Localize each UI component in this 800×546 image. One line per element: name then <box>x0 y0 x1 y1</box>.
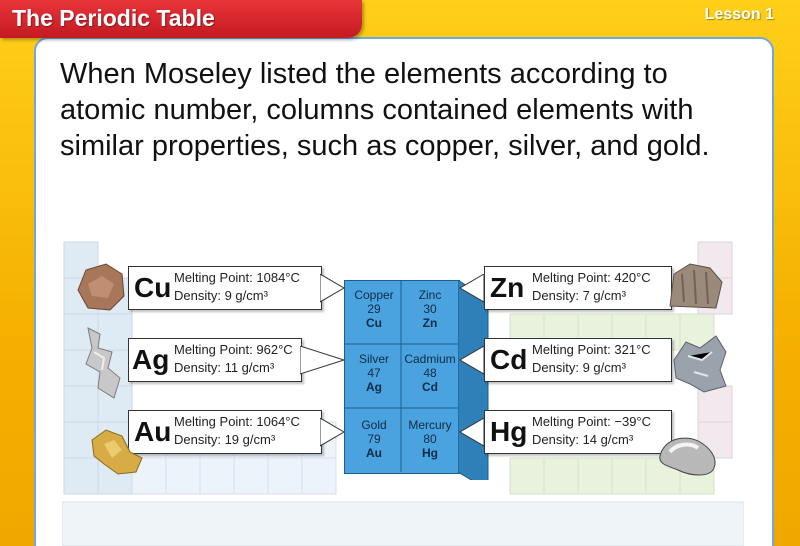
element-name: Mercury <box>408 418 452 432</box>
callout-symbol-zn: Zn <box>490 272 525 303</box>
melting-point-hg: Melting Point: −39°C <box>532 414 652 429</box>
callout-pointer <box>300 346 350 376</box>
lesson-label: Lesson 1 <box>704 6 774 23</box>
element-symbol: Zn <box>422 316 438 330</box>
atomic-number: 48 <box>423 366 437 380</box>
cadmium-sample-image <box>668 330 730 396</box>
atomic-number: 29 <box>367 302 381 316</box>
element-name: Cadmium <box>404 352 456 366</box>
element-symbol: Ag <box>366 380 382 394</box>
melting-point-zn: Melting Point: 420°C <box>532 270 651 285</box>
melting-point-cd: Melting Point: 321°C <box>532 342 651 357</box>
element-symbol: Hg <box>422 446 438 460</box>
callout-pointer <box>320 274 350 304</box>
element-name: Gold <box>361 418 387 432</box>
zinc-sample-image <box>666 260 724 312</box>
callout-symbol-cd: Cd <box>490 344 528 375</box>
atomic-number: 30 <box>423 302 437 316</box>
periodic-table-figure <box>62 230 744 546</box>
density-ag: Density: 11 g/cm³ <box>174 360 275 375</box>
copper-sample-image <box>72 260 128 314</box>
callout-pointer <box>320 418 350 448</box>
callout-symbol-au: Au <box>134 416 172 447</box>
atomic-number: 79 <box>367 432 381 446</box>
callout-symbol-hg: Hg <box>490 416 528 447</box>
density-cd: Density: 9 g/cm³ <box>532 360 626 375</box>
melting-point-au: Melting Point: 1064°C <box>174 414 300 429</box>
atomic-number: 47 <box>367 366 381 380</box>
density-cu: Density: 9 g/cm³ <box>174 288 268 303</box>
element-name: Copper <box>354 288 394 302</box>
page-title: The Periodic Table <box>12 5 215 31</box>
cell-grid-lines <box>344 280 460 474</box>
gold-sample-image <box>86 426 146 478</box>
density-zn: Density: 7 g/cm³ <box>532 288 626 303</box>
callout-symbol-cu: Cu <box>134 272 172 303</box>
element-symbol: Au <box>366 446 382 460</box>
melting-point-ag: Melting Point: 962°C <box>174 342 293 357</box>
melting-point-cu: Melting Point: 1084°C <box>174 270 300 285</box>
element-symbol: Cu <box>366 316 382 330</box>
density-hg: Density: 14 g/cm³ <box>532 432 634 447</box>
mercury-sample-image <box>656 428 720 480</box>
silver-sample-image <box>78 322 128 402</box>
density-au: Density: 19 g/cm³ <box>174 432 276 447</box>
body-text: When Moseley listed the elements according to atomic number, columns contained elements with similar properties, such as copper, silver, and gold. <box>60 58 710 162</box>
element-symbol: Cd <box>422 380 438 394</box>
element-name: Silver <box>358 352 389 366</box>
atomic-number: 80 <box>423 432 437 446</box>
header-tab <box>0 0 362 38</box>
callout-symbol-ag: Ag <box>132 344 170 375</box>
element-name: Zinc <box>418 288 442 302</box>
